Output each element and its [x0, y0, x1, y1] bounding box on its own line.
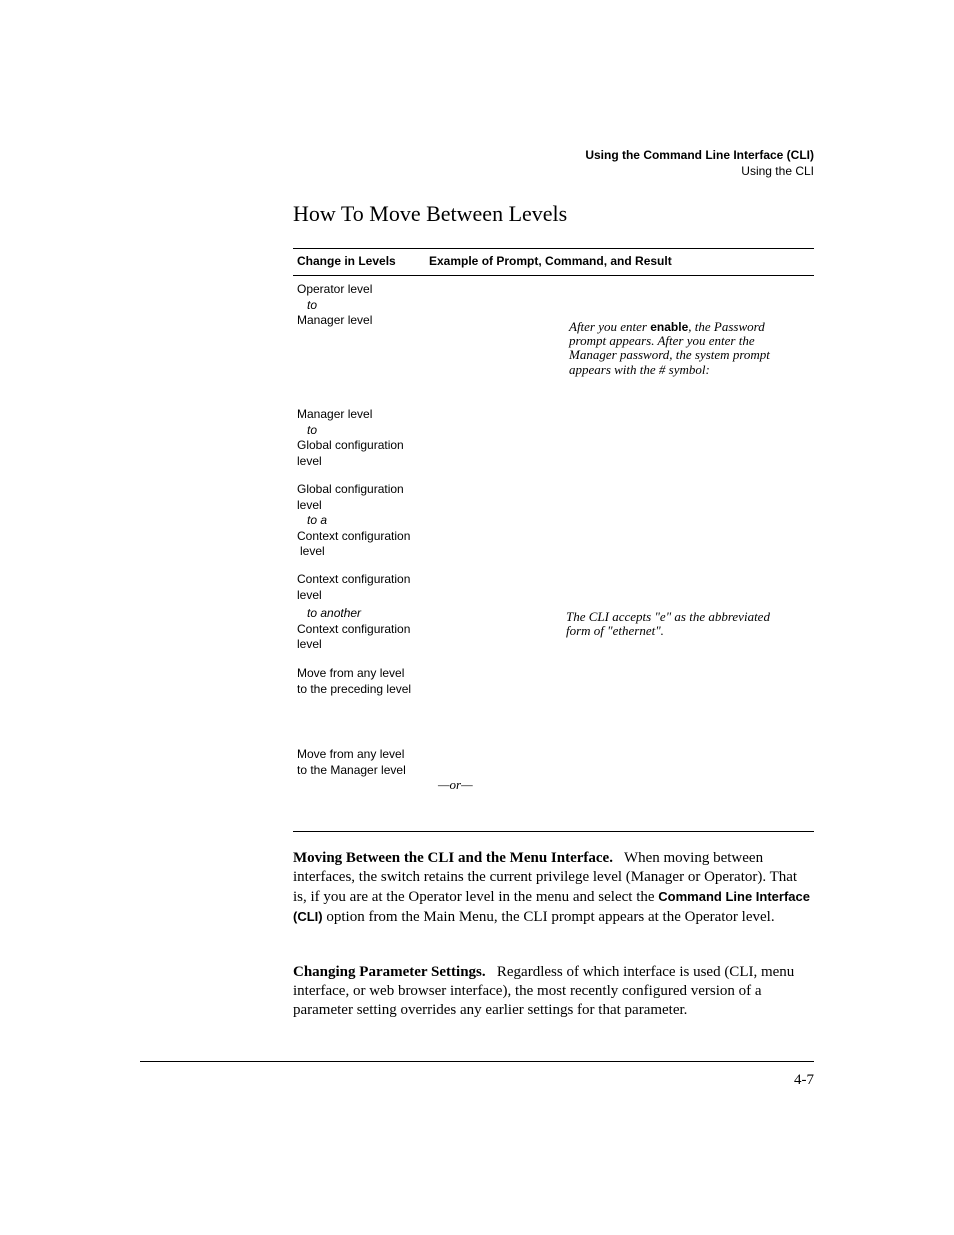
paragraph-parameter-settings: Changing Parameter Settings. Regardless of which interface is used (CLI, menu interface, or web browser interface), the most recently configured version of a parameter setting overrides any earlier settings for that parameter. — [293, 964, 795, 1018]
table-row: Move from any level to the preceding level — [297, 666, 412, 696]
or-separator: —or— — [438, 777, 473, 792]
table-note-ethernet: The CLI accepts "e" as the abbreviated form of "ethernet". — [566, 609, 770, 639]
column-header-example: Example of Prompt, Command, and Result — [429, 254, 672, 268]
table-row: Manager level to Global configuration level — [297, 407, 404, 468]
table-row: Move from any level to the Manager level — [297, 747, 406, 777]
running-header-chapter: Using the Command Line Interface (CLI) — [585, 148, 814, 162]
row-from-label: Operator level — [297, 282, 373, 296]
footer-rule — [140, 1061, 814, 1062]
paragraph-heading: Changing Parameter Settings. — [293, 964, 486, 980]
page-title: How To Move Between Levels — [293, 201, 568, 226]
column-header-change-in-levels: Change in Levels — [297, 254, 396, 268]
running-header-section: Using the CLI — [741, 164, 814, 178]
page-number: 4-7 — [794, 1072, 814, 1088]
paragraph-heading: Moving Between the CLI and the Menu Interface. — [293, 850, 613, 866]
table-header-rule — [293, 275, 814, 276]
table-top-rule — [293, 248, 814, 249]
row-target-label: Manager level — [297, 313, 373, 328]
menu-option-name: Command Line Interface (CLI) — [293, 889, 810, 924]
table-row: Context configuration level to another Context configuration level — [297, 572, 411, 652]
row-to-label: to — [307, 297, 318, 312]
table-row — [297, 282, 372, 329]
enable-command: enable — [650, 320, 689, 334]
table-note-enable: After you enter enable, the Password prompt appears. After you enter the Manager password, the system prompt appears with the # symbol: — [569, 319, 770, 377]
table-bottom-rule — [293, 831, 814, 832]
paragraph-cli-menu: Moving Between the CLI and the Menu Interface. When moving between interfaces, the switch retains the current privilege level (Manager or Operator). That is, if you are at the Operator level in the menu and select the Command Line Interface (CLI) option from the Main Menu, the CLI prompt appears at the Operator level. — [293, 850, 810, 925]
table-row: Global configuration level to a Context configuration level — [297, 482, 411, 559]
